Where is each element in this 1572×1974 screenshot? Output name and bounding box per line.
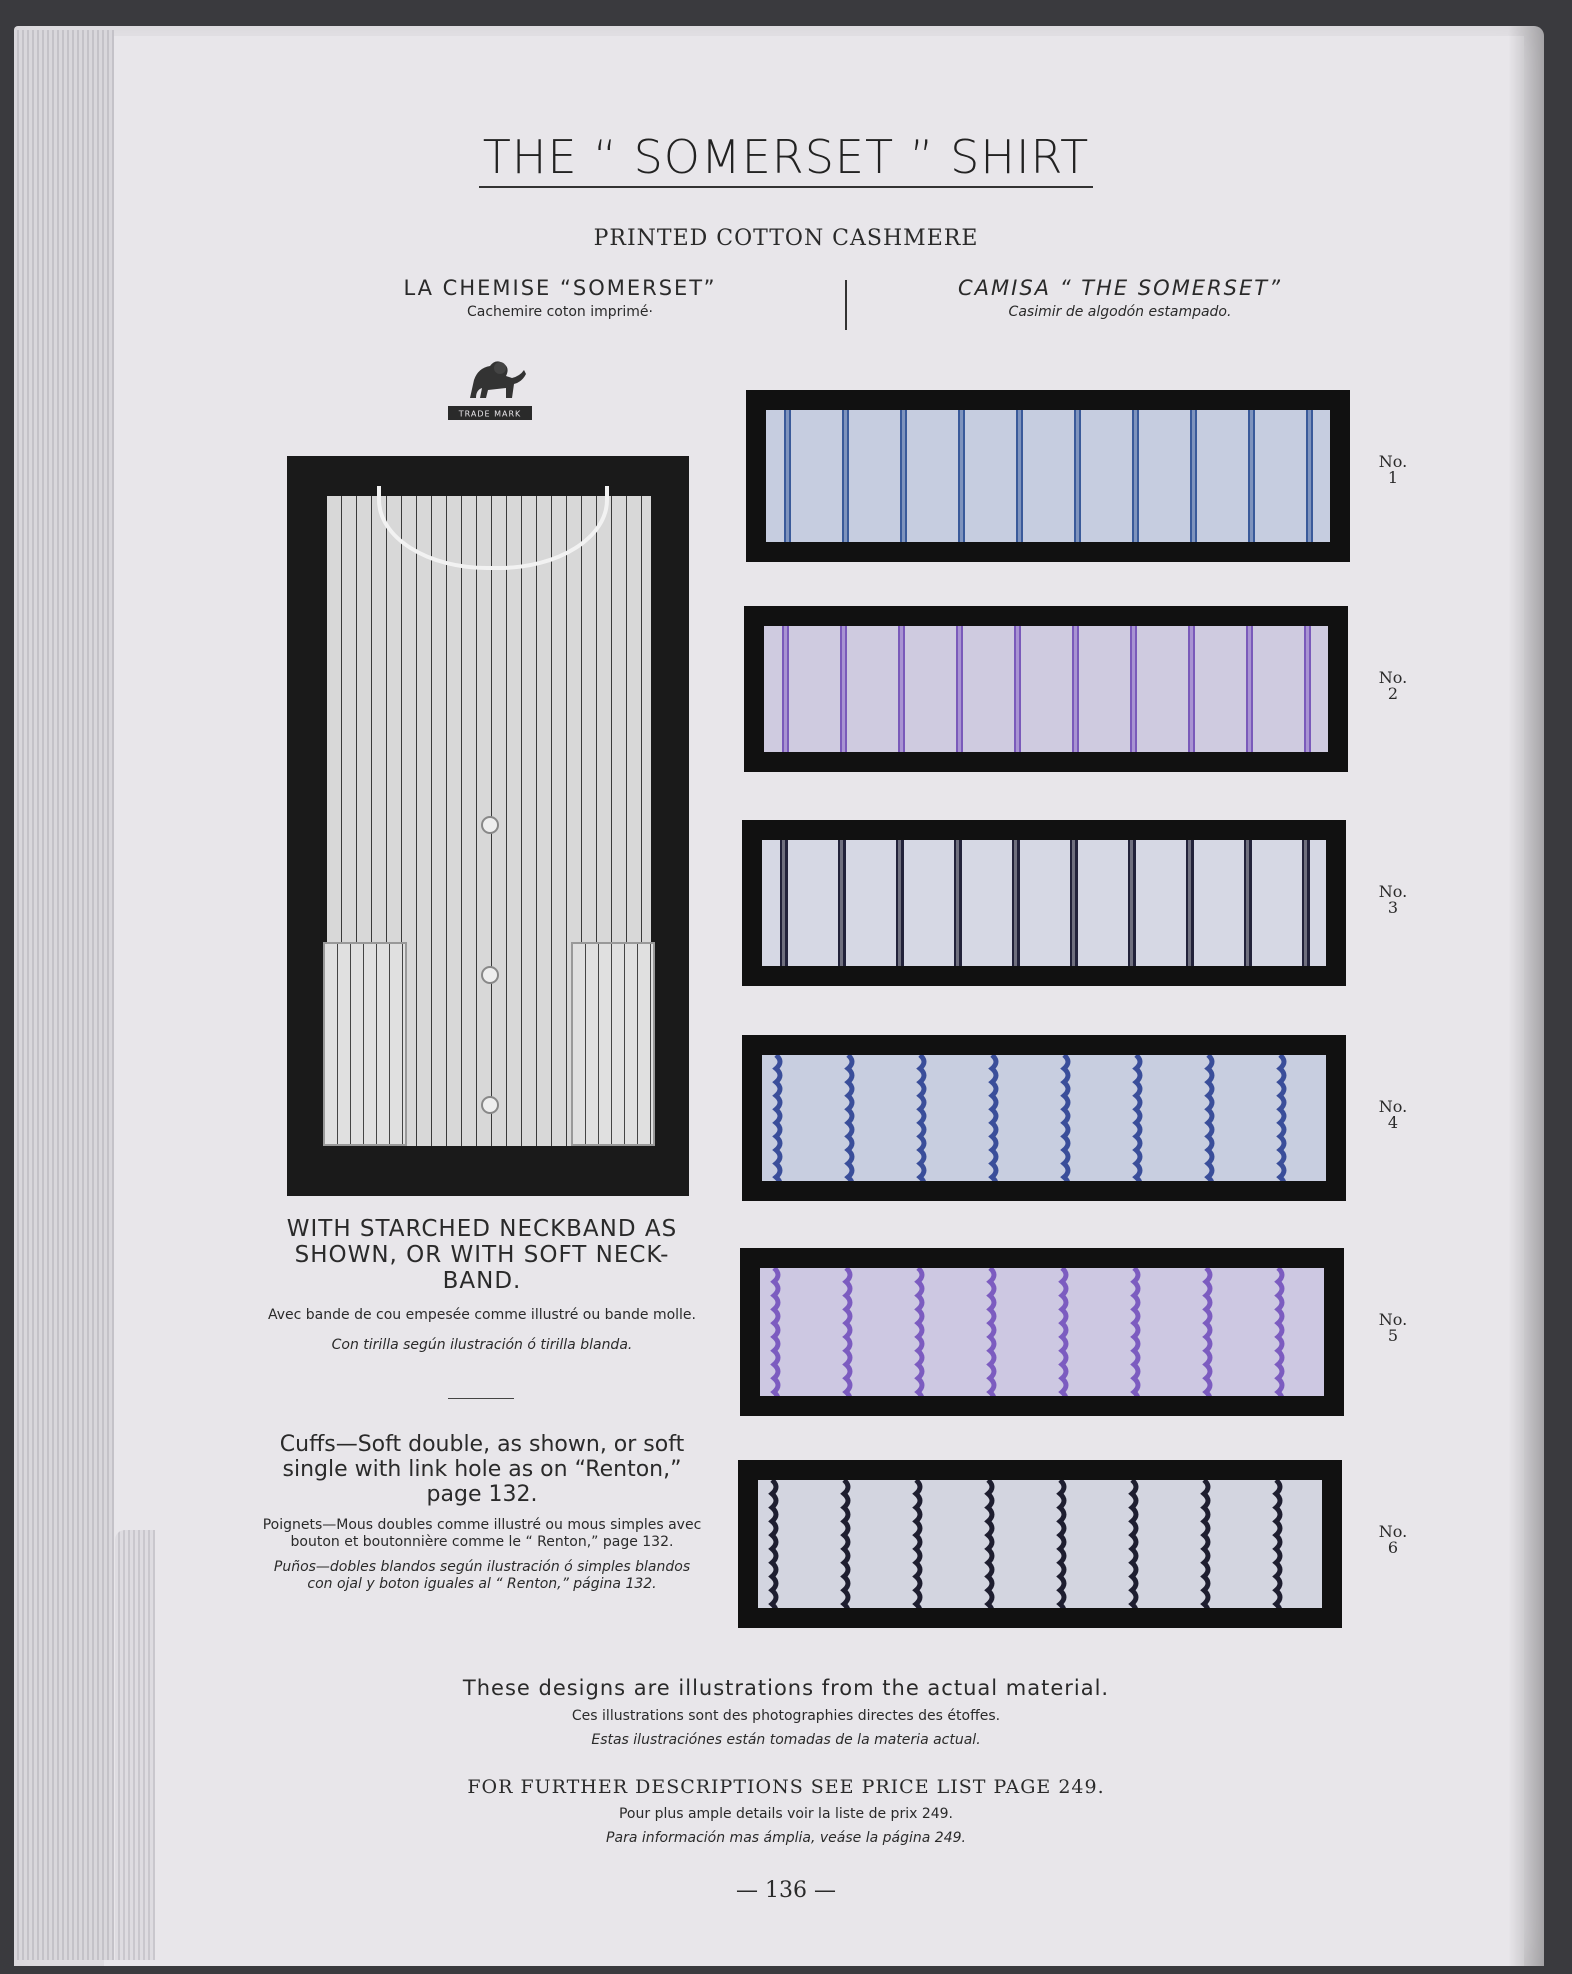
spanish-heading (900, 276, 1340, 320)
neckband-english: WITH STARCHED NECKBAND AS SHOWN, OR WITH SOFT NECK-BAND. (286, 1216, 678, 1294)
fabric-stripe-highlight (1134, 410, 1137, 542)
swatch-number-value: 6 (1387, 1538, 1399, 1557)
fabric-stripe (920, 1055, 924, 1181)
cuffs-french: Poignets—Mous doubles comme illustré ou mous simples avec bouton et boutonnière comme le “ Renton,” page 132. (262, 1517, 702, 1550)
cuffs-caption (262, 1432, 702, 1593)
swatch-number (1368, 884, 1418, 916)
footer-line2-fr: Pour plus ample details voir la liste de prix 249. (618, 1806, 953, 1822)
fabric-stripe-highlight (786, 410, 789, 542)
fabric-stripe (846, 1268, 850, 1396)
fabric-stripe-highlight (1072, 840, 1075, 966)
fabric-stripe-highlight (1304, 840, 1307, 966)
fabric-stripe-highlight (1188, 840, 1191, 966)
fabric-stripe (1064, 1055, 1068, 1181)
fabric-stripe (1280, 1055, 1284, 1181)
fabric-stripe-highlight (1130, 840, 1133, 966)
fabric-stripe-highlight (1246, 840, 1249, 966)
neckband-french: Avec bande de cou empesée comme illustré ou bande molle. (267, 1307, 696, 1323)
fabric-stripe-highlight (956, 840, 959, 966)
fabric-stripe-highlight (1248, 626, 1251, 752)
swatch-number-label: No. (1378, 668, 1408, 687)
fabric-stripe-highlight (1076, 410, 1079, 542)
swatch-fabric (760, 1268, 1324, 1396)
fabric-stripe-highlight (1190, 626, 1193, 752)
fabric-stripe-highlight (840, 840, 843, 966)
footer-line1: These designs are illustrations from the actual material. (462, 1676, 1110, 1700)
swatch-fabric (766, 410, 1330, 542)
footer-line1-es: Estas ilustraciónes están tomadas de la materia actual. (591, 1732, 981, 1748)
shirt-button (481, 966, 499, 984)
fabric-stripe (916, 1480, 920, 1608)
swatch-number (1368, 1099, 1418, 1131)
fabric-stripe (1208, 1055, 1212, 1181)
fabric-stripe (992, 1055, 996, 1181)
fabric-stripe-highlight (960, 410, 963, 542)
swatch-fabric (762, 1055, 1326, 1181)
swatch-2 (744, 606, 1348, 772)
fabric-stripe-highlight (844, 410, 847, 542)
fabric-stripe (1062, 1268, 1066, 1396)
swatch-1 (746, 390, 1350, 562)
fabric-stripe (772, 1480, 776, 1608)
fabric-stripe-highlight (782, 840, 785, 966)
fabric-stripe (1134, 1268, 1138, 1396)
swatch-3 (742, 820, 1346, 986)
fabric-stripe-highlight (1132, 626, 1135, 752)
cuffs-spanish: Puños—dobles blandos según ilustración ó simples blandos con ojal y boton iguales al “ Renton,” página 132. (273, 1559, 691, 1592)
shirt-image (327, 496, 651, 1146)
swatch-number-value: 1 (1387, 468, 1399, 487)
swatch-number (1368, 454, 1418, 486)
swatch-number-value: 5 (1387, 1326, 1399, 1345)
fabric-stripe-highlight (1074, 626, 1077, 752)
fabric-stripe (988, 1480, 992, 1608)
fabric-stripe (844, 1480, 848, 1608)
footer-line2-es: Para información mas ámplia, veáse la página 249. (606, 1830, 966, 1846)
trademark-text: TRADE MARK (458, 409, 522, 419)
page-title: THE “ SOMERSET ” SHIRT (0, 130, 1572, 188)
french-heading (370, 276, 750, 320)
fabric-stripe (1132, 1480, 1136, 1608)
fabric-stripe (1060, 1480, 1064, 1608)
neckband-spanish: Con tirilla según ilustración ó tirilla blanda. (331, 1337, 633, 1353)
swatch-number-value: 2 (1387, 684, 1399, 703)
fabric-stripe-highlight (902, 410, 905, 542)
fabric-stripe-highlight (898, 840, 901, 966)
heading-divider (845, 280, 847, 330)
caption-divider (448, 1398, 514, 1399)
swatch-fabric (758, 1480, 1322, 1608)
swatch-number (1368, 670, 1418, 702)
neckband-caption (262, 1216, 702, 1358)
fabric-stripe (1136, 1055, 1140, 1181)
footer-line1-fr: Ces illustrations sont des photographies directes des étoffes. (571, 1708, 1001, 1724)
page-number: — 136 — (736, 1878, 836, 1903)
footer-price-note (0, 1776, 1572, 1846)
fabric-stripe-highlight (842, 626, 845, 752)
shirt-button (481, 816, 499, 834)
lion-trademark-icon (440, 350, 540, 426)
footer-line2: FOR FURTHER DESCRIPTIONS SEE PRICE LIST PAGE 249. (467, 1776, 1105, 1798)
shirt-photo (287, 456, 689, 1196)
swatch-number (1368, 1312, 1418, 1344)
fabric-stripe (990, 1268, 994, 1396)
fabric-stripe-highlight (1018, 410, 1021, 542)
page-edges (14, 30, 114, 1960)
swatch-number-value: 4 (1387, 1113, 1399, 1132)
fabric-stripe (776, 1055, 780, 1181)
shirt-button (481, 1096, 499, 1114)
shirt-cuff-left (323, 942, 407, 1146)
spanish-title: CAMISA “ THE SOMERSET” (958, 276, 1282, 300)
fabric-stripe-highlight (1308, 410, 1311, 542)
fabric-stripe-highlight (900, 626, 903, 752)
swatch-number-label: No. (1378, 1310, 1408, 1329)
fabric-stripe (1206, 1268, 1210, 1396)
swatch-number-label: No. (1378, 1522, 1408, 1541)
fabric-stripe (774, 1268, 778, 1396)
page-subtitle: PRINTED COTTON CASHMERE (593, 226, 979, 251)
fabric-stripe (1278, 1268, 1282, 1396)
fabric-stripe-highlight (784, 626, 787, 752)
footer-illustrations-note (0, 1676, 1572, 1748)
swatch-4 (742, 1035, 1346, 1201)
spanish-subtitle: Casimir de algodón estampado. (1008, 304, 1232, 320)
book-gutter (1508, 26, 1544, 1966)
fabric-stripe (1276, 1480, 1280, 1608)
cuffs-english: Cuffs—Soft double, as shown, or soft single with link hole as on “Renton,” page 132. (279, 1432, 685, 1507)
swatch-number (1368, 1524, 1418, 1556)
french-subtitle: Cachemire coton imprimé· (467, 304, 653, 320)
fabric-stripe-highlight (1014, 840, 1017, 966)
swatch-number-label: No. (1378, 452, 1408, 471)
fabric-stripe-highlight (1192, 410, 1195, 542)
swatch-number-value: 3 (1387, 898, 1399, 917)
fabric-stripe-highlight (1250, 410, 1253, 542)
fabric-stripe (848, 1055, 852, 1181)
fabric-stripe-highlight (1016, 626, 1019, 752)
swatch-fabric (764, 626, 1328, 752)
swatch-fabric (762, 840, 1326, 966)
fabric-stripe (918, 1268, 922, 1396)
swatch-6 (738, 1460, 1342, 1628)
swatch-number-label: No. (1378, 1097, 1408, 1116)
shirt-collar (377, 486, 609, 570)
shirt-cuff-right (571, 942, 655, 1146)
swatch-5 (740, 1248, 1344, 1416)
swatch-number-label: No. (1378, 882, 1408, 901)
fabric-stripe-highlight (1306, 626, 1309, 752)
fabric-stripe (1204, 1480, 1208, 1608)
fabric-stripe-highlight (958, 626, 961, 752)
french-title: LA CHEMISE “SOMERSET” (403, 276, 717, 300)
